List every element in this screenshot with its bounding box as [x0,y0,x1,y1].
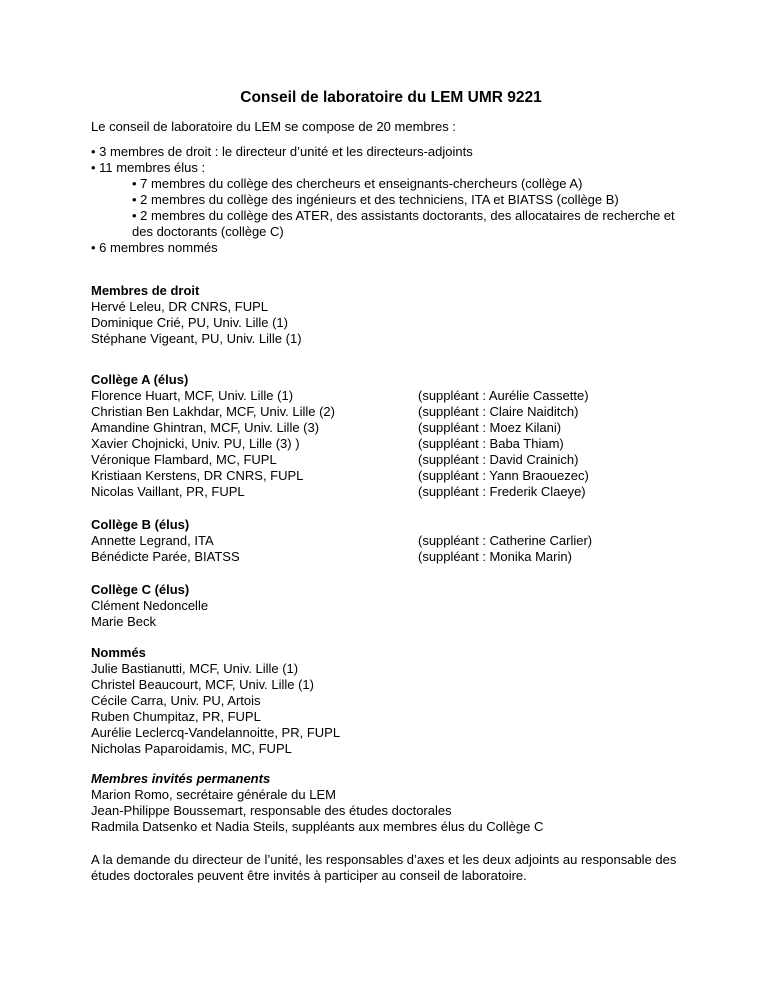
member-substitute: (suppléant : Monika Marin) [418,549,572,564]
member-row [91,549,731,565]
member-substitute: (suppléant : Baba Thiam) [418,436,564,451]
list-item: Aurélie Leclercq-Vandelannoitte, PR, FUPL [91,725,341,740]
closing-paragraph [91,852,731,884]
composition-item-nommes: • 6 membres nommés [91,240,218,255]
list-item: Radmila Datsenko et Nadia Steils, suppléants aux membres élus du Collège C [91,819,544,834]
section-college-c [91,582,731,630]
member-row [91,388,731,404]
composition-list [91,144,731,256]
list-item: Cécile Carra, Univ. PU, Artois [91,693,261,708]
section-droit [91,283,731,347]
intro-text: Le conseil de laboratoire du LEM se compose de 20 membres : [91,119,456,134]
member-name: Bénédicte Parée, BIATSS [91,549,240,564]
section-nommes [91,645,731,757]
member-substitute: (suppléant : Yann Braouezec) [418,468,589,483]
member-substitute: (suppléant : Aurélie Cassette) [418,388,589,403]
intro-paragraph [91,119,731,135]
member-name: Annette Legrand, ITA [91,533,214,548]
list-item: Nicholas Paparoidamis, MC, FUPL [91,741,292,756]
member-substitute: (suppléant : David Crainich) [418,452,579,467]
member-row [91,484,731,500]
list-item: Dominique Crié, PU, Univ. Lille (1) [91,315,288,330]
member-row [91,452,731,468]
list-item: Hervé Leleu, DR CNRS, FUPL [91,299,268,314]
list-item: Marion Romo, secrétaire générale du LEM [91,787,336,802]
section-invites [91,771,731,835]
composition-sub-college-c-cont: des doctorants (collège C) [132,224,284,239]
composition-sub-college-c: • 2 membres du collège des ATER, des assistants doctorants, des allocataires de recherche et [132,208,675,223]
member-name: Christian Ben Lakhdar, MCF, Univ. Lille (2) [91,404,335,419]
composition-sub-college-a: • 7 membres du collège des chercheurs et enseignants-chercheurs (collège A) [132,176,583,191]
member-row [91,420,731,436]
member-substitute: (suppléant : Claire Naiditch) [418,404,579,419]
section-college-a [91,372,731,500]
member-name: Nicolas Vaillant, PR, FUPL [91,484,245,499]
member-name: Véronique Flambard, MC, FUPL [91,452,277,467]
section-heading: Membres invités permanents [91,771,271,786]
section-heading: Collège A (élus) [91,372,189,387]
list-item: Clément Nedoncelle [91,598,209,613]
member-name: Amandine Ghintran, MCF, Univ. Lille (3) [91,420,320,435]
section-heading: Nommés [91,645,146,660]
list-item: Jean-Philippe Boussemart, responsable des études doctorales [91,803,452,818]
page-title: Conseil de laboratoire du LEM UMR 9221 [240,89,542,106]
member-substitute: (suppléant : Frederik Claeye) [418,484,586,499]
composition-item-droit: • 3 membres de droit : le directeur d’unité et les directeurs-adjoints [91,144,473,159]
member-row [91,533,731,549]
section-college-b [91,517,731,565]
list-item: Christel Beaucourt, MCF, Univ. Lille (1) [91,677,314,692]
member-name: Kristiaan Kerstens, DR CNRS, FUPL [91,468,304,483]
composition-sub-college-b: • 2 membres du collège des ingénieurs et des techniciens, ITA et BIATSS (collège B) [132,192,619,207]
composition-item-elus: • 11 membres élus : [91,160,206,175]
member-row [91,436,731,452]
list-item: Julie Bastianutti, MCF, Univ. Lille (1) [91,661,299,676]
member-name: Xavier Chojnicki, Univ. PU, Lille (3) ) [91,436,300,451]
member-substitute: (suppléant : Moez Kilani) [418,420,562,435]
section-heading: Membres de droit [91,283,200,298]
list-item: Stéphane Vigeant, PU, Univ. Lille (1) [91,331,302,346]
member-row [91,468,731,484]
section-heading: Collège B (élus) [91,517,190,532]
list-item: Ruben Chumpitaz, PR, FUPL [91,709,261,724]
member-row [91,404,731,420]
closing-text: A la demande du directeur de l’unité, les responsables d’axes et les deux adjoints au responsable des études doctorales peuvent être invités à participer au conseil de laboratoire. [91,852,677,883]
section-heading: Collège C (élus) [91,582,190,597]
member-name: Florence Huart, MCF, Univ. Lille (1) [91,388,294,403]
list-item: Marie Beck [91,614,157,629]
member-substitute: (suppléant : Catherine Carlier) [418,533,593,548]
